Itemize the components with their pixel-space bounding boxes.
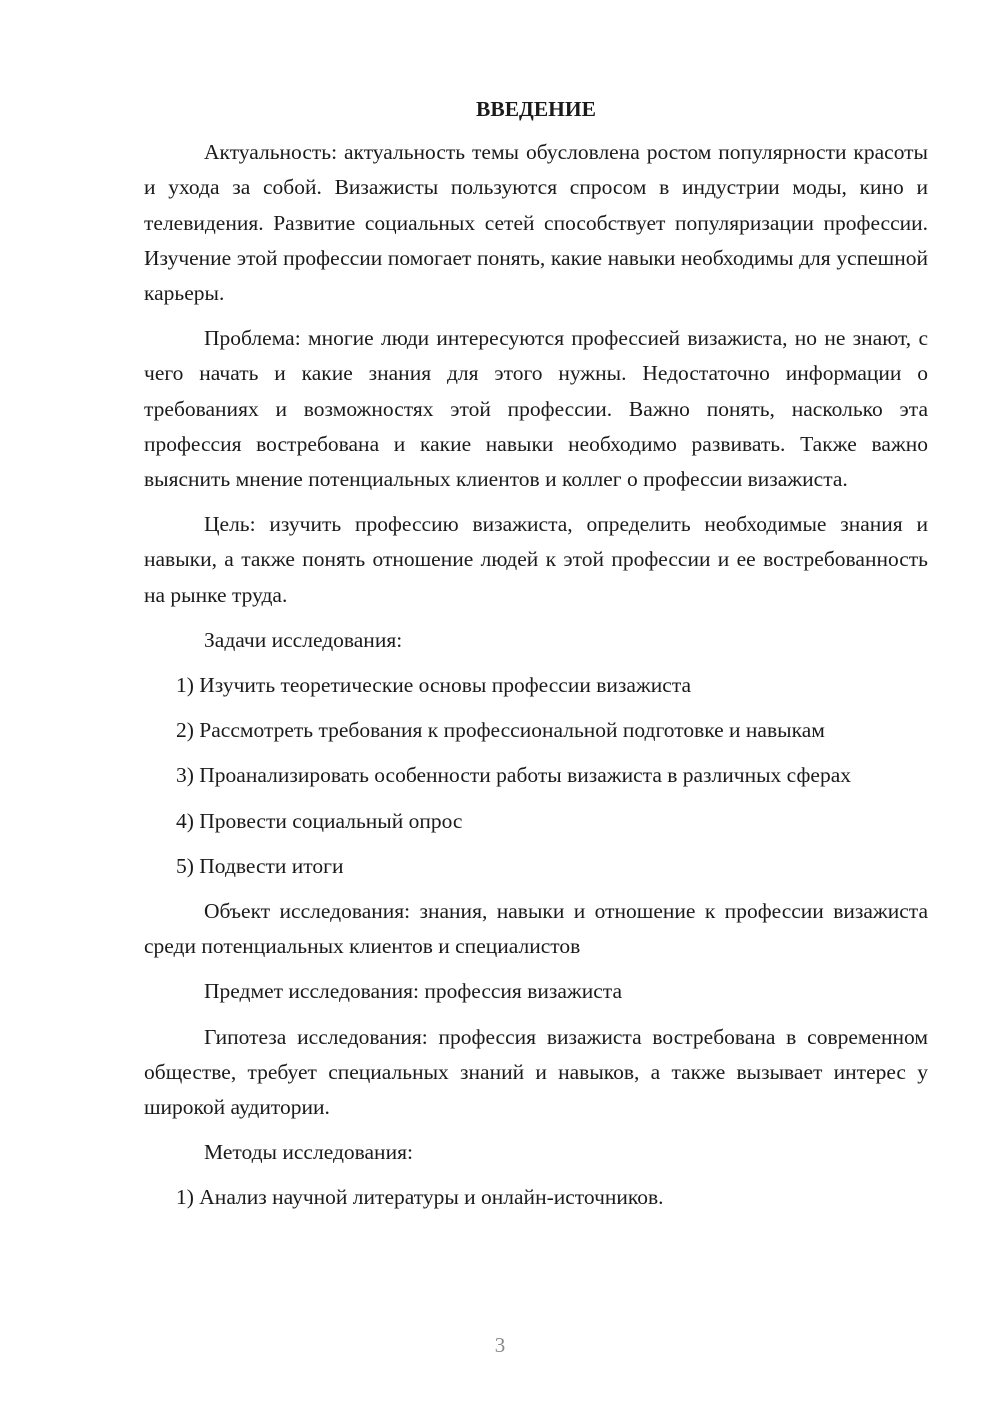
method-item-1: 1) Анализ научной литературы и онлайн-источников.: [176, 1185, 664, 1210]
document-page: [144, 92, 928, 1226]
paragraph-problem: Проблема: многие люди интересуются профессией визажиста, но не знают, с чего начать и какие знания для этого нужны. Недостаточно информации о требованиях и возможностях этой профессии. Важно понять, насколько эта профессия востребована и какие навыки необходимо развивать. Также важно выяснить мнение потенциальных клиентов и коллег о профессии визажиста.: [144, 326, 928, 492]
task-item-5: 5) Подвести итоги: [176, 853, 344, 878]
paragraph-object: Объект исследования: знания, навыки и отношение к профессии визажиста среди потенциальных клиентов и специалистов: [144, 899, 928, 959]
task-item-4: 4) Провести социальный опрос: [176, 808, 463, 833]
paragraph-subject: Предмет исследования: профессия визажиста: [204, 979, 622, 1004]
task-item-2: 2) Рассмотреть требования к профессиональной подготовке и навыкам: [176, 718, 825, 743]
task-item-3: 3) Проанализировать особенности работы визажиста в различных сферах: [176, 763, 851, 788]
methods-heading: Методы исследования:: [204, 1140, 413, 1165]
page-number: 3: [494, 1333, 506, 1357]
paragraph-relevance: Актуальность: актуальность темы обусловлена ростом популярности красоты и ухода за собой. Визажисты пользуются спросом в индустрии моды, кино и телевидения. Развитие социальных сетей способствует популяризации профессии. Изучение этой профессии помогает понять, какие навыки необходимы для успешной карьеры.: [144, 140, 928, 306]
task-item-1: 1) Изучить теоретические основы профессии визажиста: [176, 673, 692, 698]
paragraph-hypothesis: Гипотеза исследования: профессия визажиста востребована в современном обществе, требует специальных знаний и навыков, а также вызывает интерес у широкой аудитории.: [144, 1024, 928, 1120]
tasks-heading: Задачи исследования:: [204, 627, 403, 652]
section-title: ВВЕДЕНИЕ: [476, 97, 596, 121]
paragraph-goal: Цель: изучить профессию визажиста, определить необходимые знания и навыки, а также понять отношение людей к этой профессии и ее востребованность на рынке труда.: [144, 512, 928, 607]
